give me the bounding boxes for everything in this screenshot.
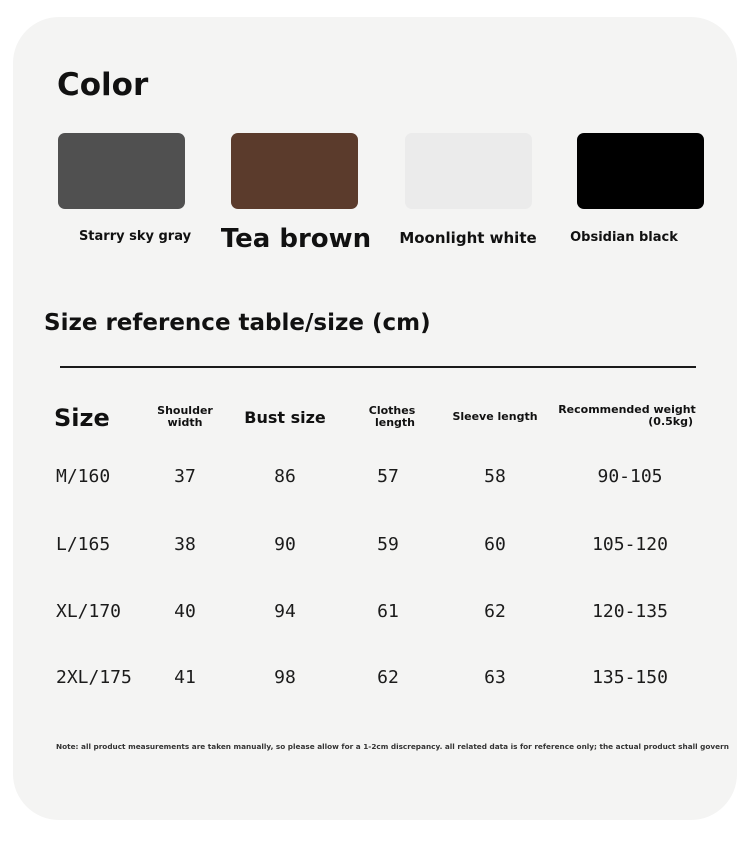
cell-bust: 90 bbox=[274, 534, 296, 555]
cell-weight: 135-150 bbox=[592, 667, 668, 688]
size-section-title: Size reference table/size (cm) bbox=[44, 310, 431, 336]
header-shoulder-line2: width bbox=[167, 416, 203, 429]
header-clothes-length bbox=[352, 405, 432, 429]
header-shoulder-width bbox=[145, 405, 225, 429]
swatch-tea-brown bbox=[231, 133, 358, 209]
cell-weight: 105-120 bbox=[592, 534, 668, 555]
cell-sleeve: 60 bbox=[484, 534, 506, 555]
swatch-label-obsidian-black: Obsidian black bbox=[570, 230, 678, 245]
cell-size: M/160 bbox=[56, 466, 111, 487]
cell-bust: 86 bbox=[274, 466, 296, 487]
swatch-moonlight-white bbox=[405, 133, 532, 209]
cell-bust: 94 bbox=[274, 601, 296, 622]
header-clothes-line2: length bbox=[374, 416, 416, 429]
header-weight-line1: Recommended weight bbox=[558, 403, 696, 416]
cell-length: 62 bbox=[377, 667, 399, 688]
cell-sleeve: 63 bbox=[484, 667, 506, 688]
header-clothes-line1: Clothes bbox=[368, 404, 416, 417]
cell-bust: 98 bbox=[274, 667, 296, 688]
cell-shoulder: 40 bbox=[174, 601, 196, 622]
cell-shoulder: 38 bbox=[174, 534, 196, 555]
measurement-note: Note: all product measurements are taken manually, so please allow for a 1-2cm discrepancy. all related data is for reference only; the actual product shall govern bbox=[56, 742, 729, 751]
swatch-label-tea-brown: Tea brown bbox=[220, 224, 372, 254]
swatch-obsidian-black bbox=[577, 133, 704, 209]
header-shoulder-line1: Shoulder bbox=[157, 404, 213, 417]
swatch-starry-sky-gray bbox=[58, 133, 185, 209]
header-size: Size bbox=[54, 404, 110, 432]
cell-weight: 90-105 bbox=[597, 466, 663, 487]
cell-sleeve: 62 bbox=[484, 601, 506, 622]
divider-rule bbox=[60, 366, 696, 368]
cell-size: L/165 bbox=[56, 534, 111, 555]
cell-sleeve: 58 bbox=[484, 466, 506, 487]
cell-shoulder: 37 bbox=[174, 466, 196, 487]
cell-size: XL/170 bbox=[56, 601, 122, 622]
header-bust-size: Bust size bbox=[244, 408, 326, 427]
cell-size: 2XL/175 bbox=[56, 667, 132, 688]
color-section-title: Color bbox=[57, 67, 149, 103]
cell-length: 59 bbox=[377, 534, 399, 555]
swatch-label-moonlight-white: Moonlight white bbox=[399, 229, 537, 247]
header-weight-line2: (0.5kg) bbox=[648, 415, 693, 428]
cell-weight: 120-135 bbox=[592, 601, 668, 622]
cell-shoulder: 41 bbox=[174, 667, 196, 688]
cell-length: 61 bbox=[377, 601, 399, 622]
header-sleeve-length: Sleeve length bbox=[452, 410, 538, 423]
swatch-label-starry-sky-gray: Starry sky gray bbox=[78, 229, 192, 244]
header-recommended-weight bbox=[557, 404, 697, 428]
cell-length: 57 bbox=[377, 466, 399, 487]
